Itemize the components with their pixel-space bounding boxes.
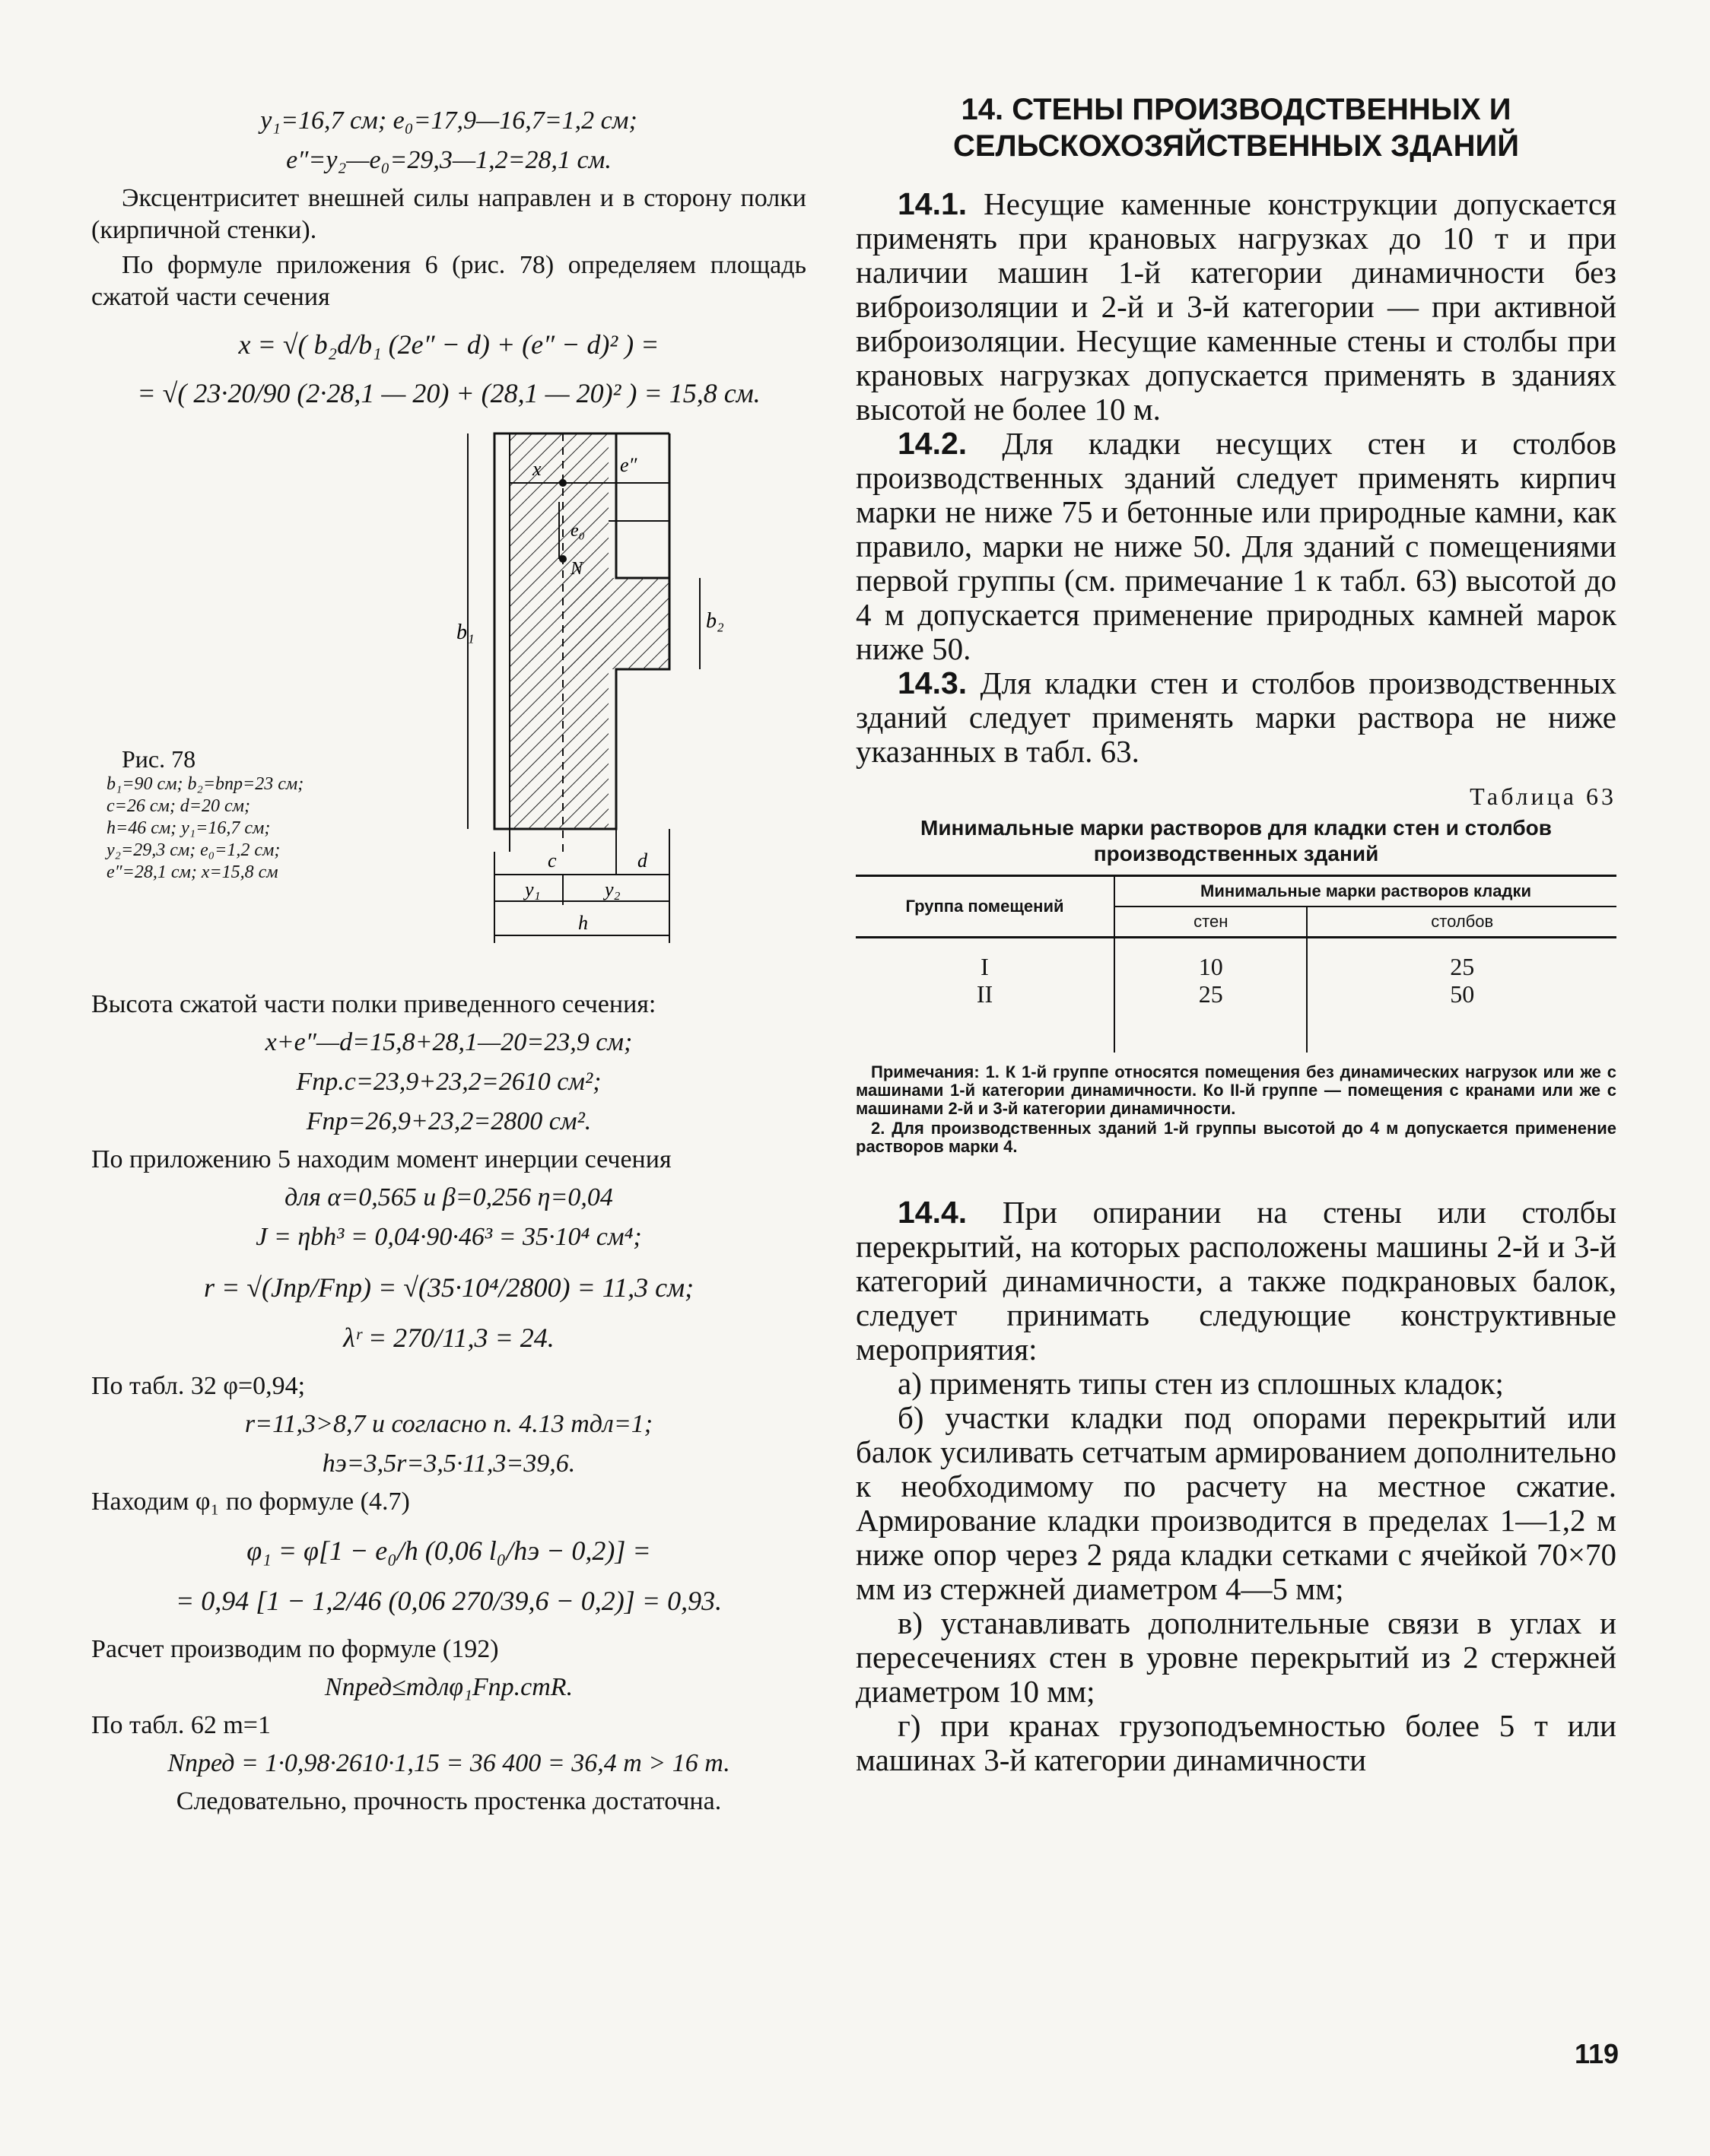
header-columns: столбов — [1431, 912, 1494, 931]
table-note-2: 2. Для производственных зданий 1-й группы высотой до 4 м допускается применение растворов марки 4. — [856, 1119, 1616, 1156]
fig-param: b₁=90 см; b₂=bпр=23 см; — [106, 774, 304, 794]
table-row — [856, 980, 1616, 1053]
cell-group: II — [976, 980, 993, 1008]
paragraph: Расчет производим по формуле (192) — [91, 1635, 499, 1663]
table-title: Минимальные марки растворов для кладки стен и столбов производственных зданий — [920, 816, 1552, 865]
list-item-a: а) применять типы стен из сплошных кладок; — [898, 1366, 1504, 1401]
label-y1: y₁ — [525, 878, 541, 900]
figure-caption: Рис. 78 — [122, 745, 196, 773]
equation: = √( 23·20/90 (2·28,1 — 20) + (28,1 — 20)² ) = 15,8 см. — [137, 378, 761, 408]
equation: = 0,94 [1 − 1,2/46 (0,06 270/39,6 − 0,2)] = 0,93. — [175, 1586, 723, 1616]
figure-caption-block — [106, 745, 304, 884]
equation: hэ=3,5r=3,5·11,3=39,6. — [322, 1450, 576, 1478]
equation: J = ηbh³ = 0,04·90·46³ = 35·10⁴ см⁴; — [256, 1223, 642, 1251]
list-item-v: в) устанавливать дополнительные связи в углах и пересечениях стен в уровне перекрытий из 2 стержней диаметром 10 мм; — [856, 1605, 1616, 1709]
list-item-g: г) при кранах грузоподъемностью более 5 т или машинах 3-й категории динамичности — [856, 1708, 1616, 1777]
section-heading: 14. СТЕНЫ ПРОИЗВОДСТВЕННЫХ И СЕЛЬСКОХОЗЯЙСТВЕННЫХ ЗДАНИЙ — [952, 93, 1520, 163]
clause-number: 14.4. — [898, 1195, 968, 1230]
clause-number: 14.2. — [898, 426, 968, 461]
equation: Nпред≤mдлφ₁Fпр.сmR. — [324, 1673, 574, 1701]
equation: x+e″—d=15,8+28,1—20=23,9 см; — [265, 1028, 633, 1056]
equation: y₁=16,7 см; e₀=17,9—16,7=1,2 см; — [260, 106, 637, 135]
header-min-marks: Минимальные марки растворов кладки — [1114, 876, 1616, 907]
label-x: x — [532, 458, 542, 480]
label-h: h — [578, 912, 588, 934]
label-b1: b₁ — [456, 621, 475, 644]
clause-number: 14.3. — [898, 665, 968, 700]
equation: x = √( b₂d/b₁ (2e″ − d) + (e″ − d)² ) = — [238, 329, 660, 360]
paragraph: Высота сжатой части полки приведенного сечения: — [91, 990, 656, 1018]
label-d: d — [637, 849, 647, 872]
paragraph: По формуле приложения 6 (рис. 78) определяем площадь сжатой части сечения — [91, 251, 806, 311]
label-e0: e₀ — [571, 521, 585, 541]
label-b2: b₂ — [706, 609, 724, 633]
label-e2: e″ — [620, 454, 637, 476]
clause-text: Для кладки несущих стен и столбов производственных зданий следует применять кирпич марки не ниже 75 и бетонные или природные камни, как правило, марки не ниже 50. Для зданий с помещениями первой группы (см. примечание 1 к табл. 63) высотой до 4 м допускается применение природных камней марок ниже 50. — [856, 426, 1617, 666]
cell-group: I — [981, 953, 989, 980]
clause-text: При опирании на стены или столбы перекрытий, на которых расположены машины 2-й и 3-й категорий динамичности, а также подкрановых балок, следует принимать следующие конструктивные мероприятия: — [856, 1195, 1617, 1367]
page-number: 119 — [1575, 2038, 1619, 2069]
list-item-b: б) участки кладки под опорами перекрытий или балок усиливать сетчатым армированием дополнительно к необходимому по расчету на местное сжатие. Армирование кладки производится в пределах 1—1,2 м ниже опор через 2 ряда кладки сетками с ячейкой 70×70 мм из стержней диаметром 4—5 мм; — [856, 1400, 1616, 1606]
paragraph: Эксцентриситет внешней силы направлен и в сторону полки (кирпичной стенки). — [91, 184, 806, 244]
cell-walls: 25 — [1114, 980, 1307, 1053]
table-row — [856, 938, 1616, 981]
clause-text: Несущие каменные конструкции допускается применять при крановых нагрузках до 10 т и при наличии машин 1-й категории динамичности без виброизоляции и 2-й и 3-й категории — при активной виброизоляции. Несущие каменные стены и столбы при крановых нагрузках допускается применять в зданиях высотой не более 10 м. — [856, 186, 1616, 427]
header-walls: стен — [1114, 907, 1307, 938]
section-14-3 — [856, 666, 1616, 769]
label-y2: y₂ — [605, 878, 621, 900]
equation: для α=0,565 и β=0,256 η=0,04 — [284, 1183, 613, 1211]
fig-param: c=26 см; d=20 см; — [106, 796, 250, 816]
table-63 — [856, 875, 1616, 1053]
label-c: c — [548, 849, 557, 872]
section-14-4 — [856, 1195, 1616, 1367]
table-note-1: Примечания: 1. К 1-й группе относятся помещения без динамических нагрузок или же с машинами 1-й категории динамичности. Ко II-й группе — помещения с кранами или же с машинами 2-й и 3-й категории динамичности. — [856, 1062, 1616, 1118]
cell-columns: 50 — [1307, 980, 1616, 1053]
section-14-1 — [856, 187, 1616, 427]
paragraph: По табл. 32 φ=0,94; — [91, 1372, 306, 1400]
equation: Fпр=26,9+23,2=2800 см². — [306, 1107, 592, 1135]
section-14-2 — [856, 427, 1616, 666]
equation: λʳ = 270/11,3 = 24. — [343, 1322, 555, 1353]
cell-columns: 25 — [1307, 938, 1616, 981]
clause-text: Для кладки стен и столбов производственных зданий следует применять марки раствора не ниже указанных в табл. 63. — [856, 665, 1616, 769]
figure-78 — [91, 426, 806, 981]
fig-param: h=46 см; y₁=16,7 см; — [106, 818, 271, 838]
paragraph: По табл. 62 m=1 — [91, 1711, 271, 1739]
paragraph: Следовательно, прочность простенка достаточна. — [176, 1787, 722, 1815]
table-label: Таблица 63 — [1470, 783, 1616, 810]
fig-param: y₂=29,3 см; e₀=1,2 см; — [106, 840, 281, 860]
paragraph: Находим φ₁ по формуле (4.7) — [91, 1488, 410, 1516]
equation: r = √(Jпр/Fпр) = √(35·10⁴/2800) = 11,3 см; — [203, 1272, 694, 1303]
equation: φ₁ = φ[1 − e₀/h (0,06 l₀/hэ − 0,2)] = — [246, 1535, 651, 1566]
left-column — [91, 99, 806, 1821]
label-N: N — [571, 559, 583, 579]
cell-walls: 10 — [1114, 938, 1307, 981]
header-group: Группа помещений — [856, 876, 1114, 938]
equation: e″=y₂—e₀=29,3—1,2=28,1 см. — [286, 146, 612, 174]
paragraph: По приложению 5 находим момент инерции сечения — [91, 1145, 672, 1173]
equation: Fпр.с=23,9+23,2=2610 см²; — [296, 1068, 602, 1096]
fig-param: e″=28,1 см; x=15,8 см — [106, 862, 278, 882]
clause-number: 14.1. — [898, 186, 968, 221]
right-column — [856, 91, 1616, 1777]
equation: r=11,3>8,7 и согласно п. 4.13 mдл=1; — [244, 1410, 653, 1438]
section-diagram — [456, 426, 806, 981]
equation: Nпред = 1·0,98·2610·1,15 = 36 400 = 36,4 т > 16 т. — [167, 1749, 730, 1777]
